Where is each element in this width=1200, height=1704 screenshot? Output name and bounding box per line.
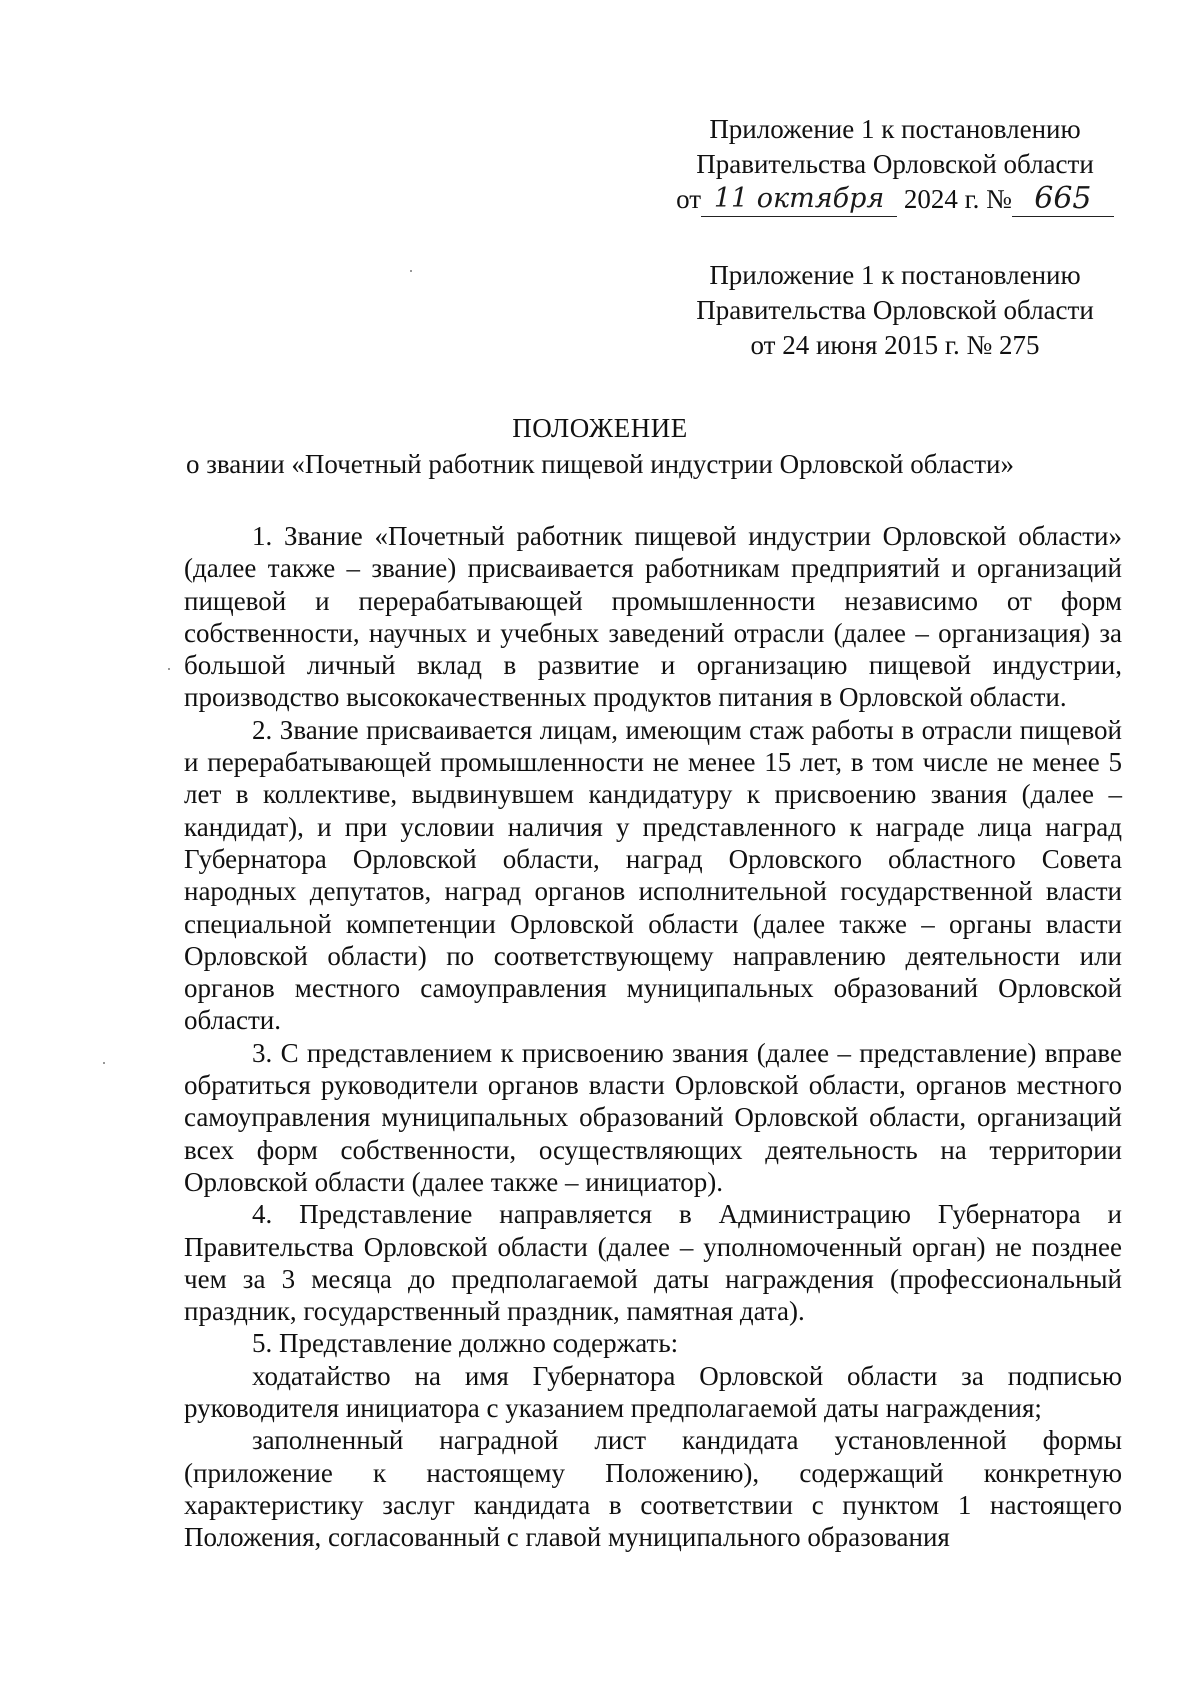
handwritten-date: 11 октября <box>701 184 897 217</box>
scan-speck <box>410 270 412 272</box>
scan-speck <box>168 668 170 670</box>
orig-header-line-3: от 24 июня 2015 г. № 275 <box>750 330 1040 360</box>
header-line-1: Приложение 1 к постановлению <box>709 114 1081 144</box>
title-subtitle: о звании «Почетный работник пищевой индустрии Орловской области» <box>186 449 1014 479</box>
paragraph-5-item-2: заполненный наградной лист кандидата установленной формы (приложение к настоящему Положению), содержащий конкретную характеристику заслуг кандидата в соответствии с пунктом 1 настоящего Положения, согласованный с главой муниципального образования <box>184 1425 1122 1553</box>
paragraph-5-item-1: ходатайство на имя Губернатора Орловской области за подписью руководителя инициатора с указанием предполагаемой даты награждения; <box>184 1360 1122 1424</box>
date-prefix: от <box>676 184 702 214</box>
handwritten-number: 665 <box>1012 184 1114 217</box>
year-label: 2024 г. № <box>903 184 1012 214</box>
document-body <box>184 520 1122 1554</box>
amendment-header <box>660 112 1130 217</box>
header-date-line <box>660 182 1130 217</box>
orig-header-line-1: Приложение 1 к постановлению <box>709 260 1081 290</box>
paragraph-5: 5. Представление должно содержать: <box>252 1328 679 1359</box>
header-line-2: Правительства Орловской области <box>696 149 1094 179</box>
document-title <box>0 410 1200 482</box>
title-main: ПОЛОЖЕНИЕ <box>512 413 688 443</box>
original-header <box>660 258 1130 363</box>
paragraph-1: 1. Звание «Почетный работник пищевой индустрии Орловской области» (далее также – звание) присваивается работникам предприятий и организаций пищевой и перерабатывающей промышленности независимо от форм собственности, научных и учебных заведений отрасли (далее – организация) за большой личный вклад в развитие и организацию пищевой индустрии, производство высококачественных продуктов питания в Орловской области. <box>184 521 1122 713</box>
paragraph-4: 4. Представление направляется в Администрацию Губернатора и Правительства Орловской области (далее – уполномоченный орган) не позднее чем за 3 месяца до предполагаемой даты награждения (профессиональный праздник, государственный праздник, памятная дата). <box>184 1199 1122 1327</box>
paragraph-2: 2. Звание присваивается лицам, имеющим стаж работы в отрасли пищевой и перерабатывающей промышленности не менее 15 лет, в том числе не менее 5 лет в коллективе, выдвинувшем кандидатуру к присвоению звания (далее – кандидат), и при условии наличия у представленного к награде лица наград Губернатора Орловской области, наград Орловского областного Совета народных депутатов, наград органов исполнительной государственной власти специальной компетенции Орловской области (далее также – органы власти Орловской области) по соответствующему направлению деятельности или органов местного самоуправления муниципальных образований Орловской области. <box>184 714 1122 1036</box>
paragraph-3: 3. С представлением к присвоению звания (далее – представление) вправе обратиться руководители органов власти Орловской области, органов местного самоуправления муниципальных образований Орловской области, организаций всех форм собственности, осуществляющих деятельность на территории Орловской области (далее также – инициатор). <box>184 1037 1122 1197</box>
scan-speck <box>103 1062 105 1064</box>
orig-header-line-2: Правительства Орловской области <box>696 295 1094 325</box>
